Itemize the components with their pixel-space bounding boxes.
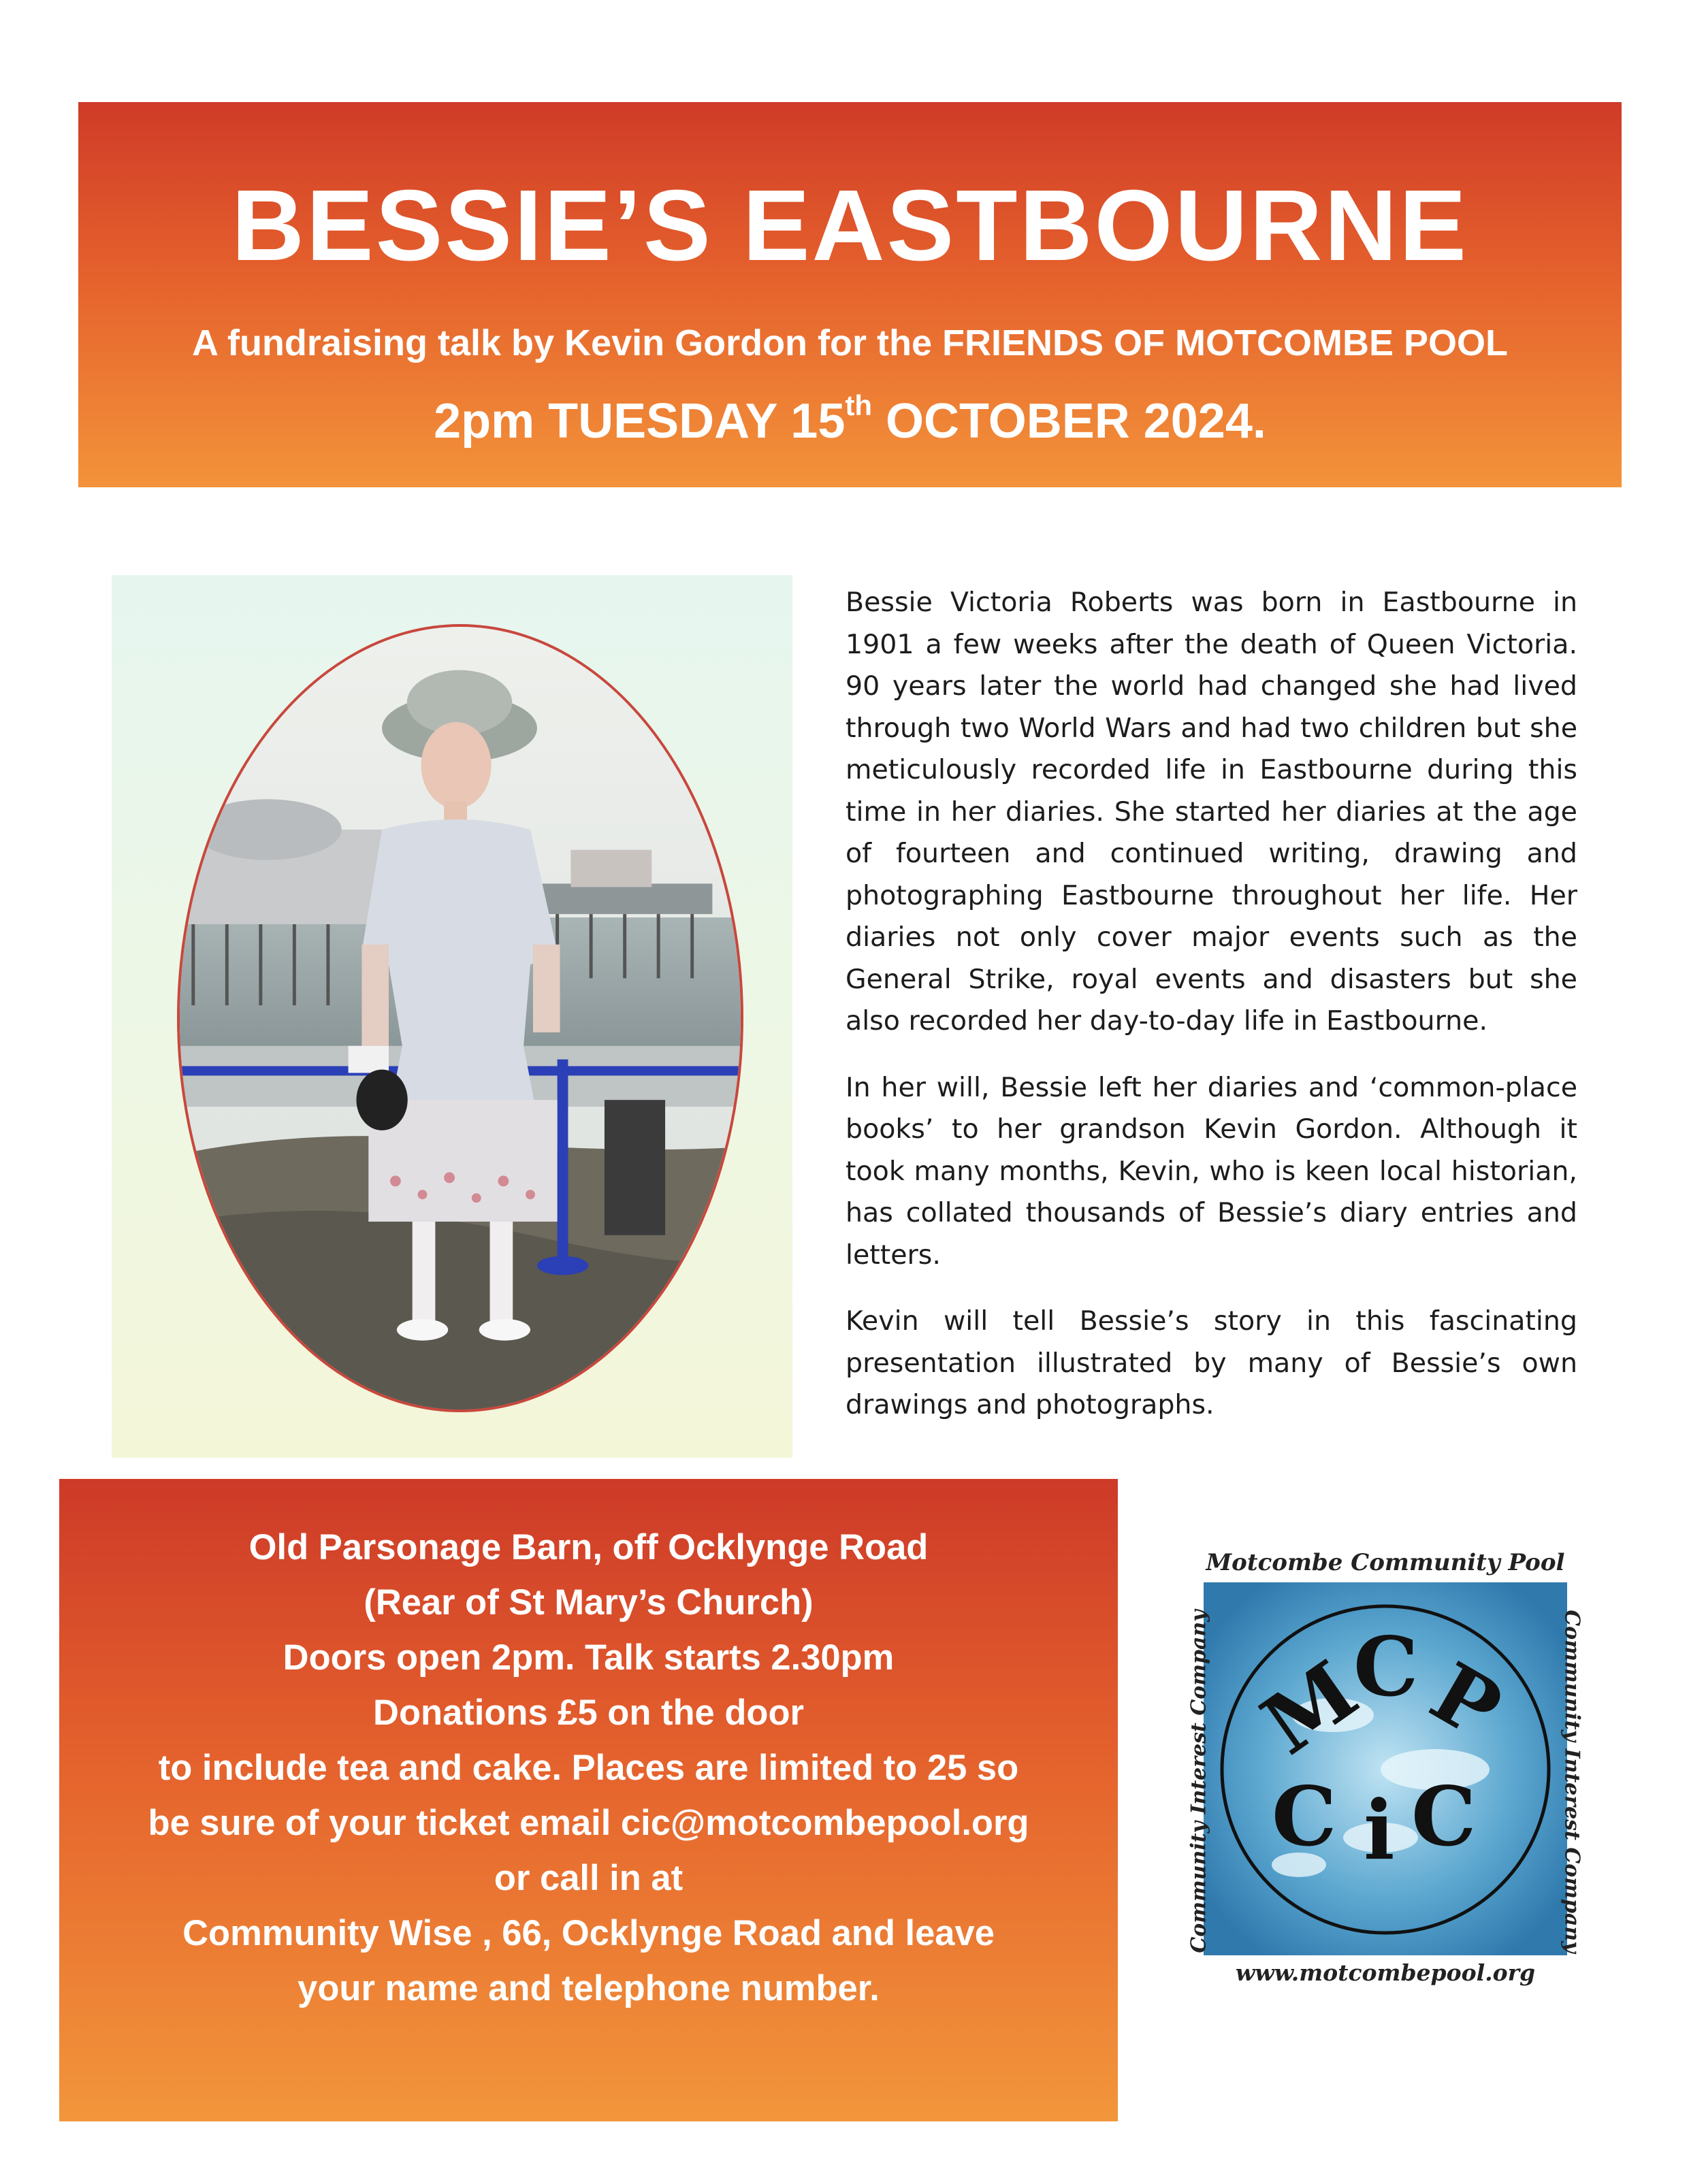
- logo-monogram: [1245, 1619, 1519, 1912]
- page-title: BESSIE’S EASTBOURNE: [231, 169, 1468, 282]
- story-paragraph: In her will, Bessie left her diaries and ‘common-place books’ to her grandson Kevin Gordon. Although it took many months, Kevin, who is keen local historian, has collated thousands of Bessie’s diary entries and letters.: [846, 1071, 1577, 1271]
- date-ordinal: th: [845, 389, 873, 421]
- logo-top-text: Motcombe Community Pool: [1206, 1549, 1565, 1576]
- logo-website-text: www.motcombepool.org: [1235, 1959, 1536, 1986]
- venue-details-box: [59, 1479, 1118, 2121]
- event-date: [78, 389, 1622, 449]
- story-paragraph: Kevin will tell Bessie’s story in this fascinating presentation illustrated by many of Bessie’s own drawings and photographs.: [846, 1305, 1577, 1420]
- story-paragraph: Bessie Victoria Roberts was born in Eastbourne in 1901 a few weeks after the death of Queen Victoria. 90 years later the world had changed she had lived through two World Wars and had two children but she meticulously recorded life in Eastbourne during this time in her diaries. She started her diaries at the age of fourteen and continued writing, drawing and photographing Eastbourne throughout her life. Her diaries not only cover major events such as the General Strike, royal events and disasters but she also recorded her day-to-day life in Eastbourne.: [846, 587, 1577, 1037]
- logo-letter-c: C: [1411, 1769, 1477, 1865]
- header-banner: [78, 102, 1622, 487]
- logo-letter-c: C: [1272, 1769, 1337, 1865]
- bessie-portrait-photo: [177, 624, 743, 1412]
- date-rest: OCTOBER 2024.: [872, 394, 1266, 449]
- mcp-cic-logo: [1176, 1545, 1594, 1993]
- logo-letter-i: i: [1364, 1782, 1395, 1878]
- venue-line: your name and telephone number.: [297, 1968, 880, 2008]
- logo-letter-c: C: [1353, 1619, 1419, 1715]
- venue-line: Community Wise , 66, Ocklynge Road and leave: [182, 1913, 995, 1953]
- bessie-photo-panel: [112, 575, 792, 1458]
- logo-side-text-right: Community Interest Company: [1560, 1610, 1584, 1953]
- venue-line: Donations £5 on the door: [373, 1693, 804, 1733]
- logo-letter-m: M: [1245, 1642, 1374, 1774]
- venue-line: Doors open 2pm. Talk starts 2.30pm: [283, 1637, 895, 1678]
- venue-line: to include tea and cake. Places are limited to 25 so: [158, 1748, 1019, 1788]
- logo-side-text-left: Community Interest Company: [1187, 1610, 1211, 1953]
- venue-line: (Rear of St Mary’s Church): [364, 1582, 814, 1623]
- event-subtitle: A fundraising talk by Kevin Gordon for the FRIENDS OF MOTCOMBE POOL: [191, 323, 1509, 363]
- venue-line: or call in at: [494, 1858, 683, 1898]
- story-text: [846, 582, 1577, 1451]
- venue-line: be sure of your ticket email cic@motcombepool.org: [148, 1803, 1029, 1843]
- portrait-illustration: [180, 627, 741, 1409]
- venue-line: Old Parsonage Barn, off Ocklynge Road: [248, 1527, 929, 1567]
- date-prefix: 2pm TUESDAY 15: [434, 394, 846, 449]
- logo-letter-p: P: [1415, 1644, 1517, 1759]
